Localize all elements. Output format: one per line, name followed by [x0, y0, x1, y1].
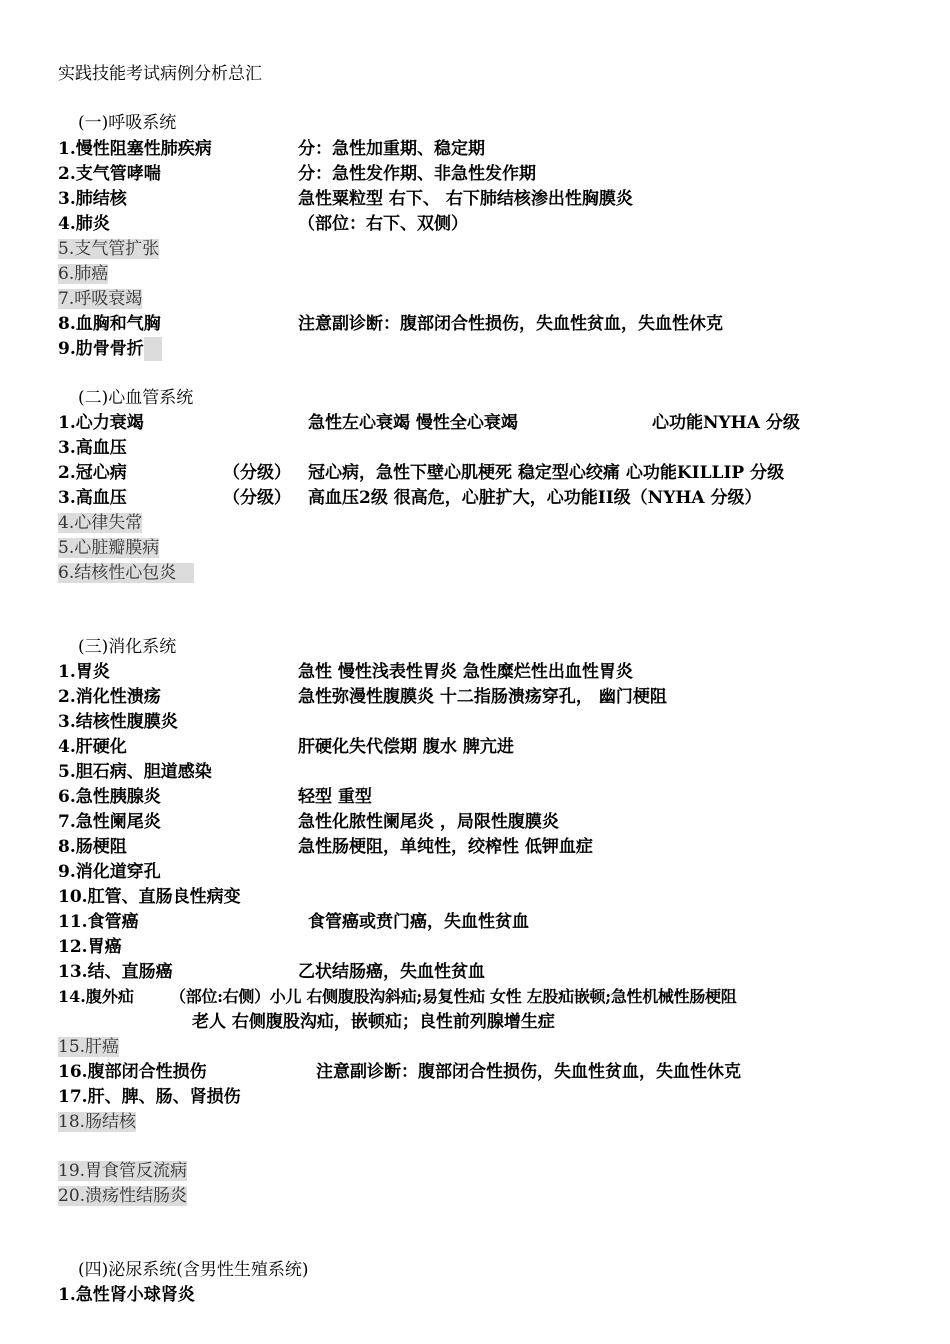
item-note: 肝硬化失代偿期 腹水 脾亢进	[298, 737, 514, 757]
item-label: 1.慢性阻塞性肺疾病	[58, 139, 212, 159]
item-label-highlighted: 6.肺癌	[58, 264, 109, 284]
list-item	[58, 860, 161, 884]
item-label: 9.肋骨骨折	[58, 339, 144, 359]
item-note-secondary: 心功能NYHA 分级	[652, 413, 800, 433]
item-label: 1.心力衰竭	[58, 413, 144, 433]
list-item	[58, 262, 108, 286]
list-item	[58, 935, 122, 959]
item-label: 2.消化性溃疡	[58, 687, 161, 707]
item-label: 3.高血压	[58, 438, 127, 458]
list-item	[58, 1110, 136, 1134]
document-title: 实践技能考试病例分析总汇	[58, 64, 262, 84]
section-heading-respiratory: (一)呼吸系统	[78, 113, 177, 133]
list-item-continuation	[192, 1010, 555, 1034]
item-label: 8.血胸和气胸	[58, 314, 161, 334]
list-item	[58, 1184, 187, 1208]
item-label: 3.结核性腹膜炎	[58, 712, 178, 732]
list-item	[58, 1283, 195, 1307]
item-label: 3.肺结核	[58, 189, 127, 209]
item-label: 4.肺炎	[58, 214, 110, 234]
item-label-highlighted: 6.结核性心包炎	[58, 563, 194, 583]
item-label: 5.胆石病、胆道感染	[58, 762, 212, 782]
item-label-highlighted: 7.呼吸衰竭	[58, 289, 143, 309]
item-label-highlighted: 15.肝癌	[58, 1037, 120, 1057]
item-label: 7.急性阑尾炎	[58, 812, 161, 832]
item-label: 12.胃癌	[58, 937, 122, 957]
item-label: 3.高血压	[58, 488, 127, 508]
list-item	[58, 536, 159, 560]
item-note: 冠心病，急性下壁心肌梗死 稳定型心绞痛 心功能KILLIP 分级	[308, 463, 785, 483]
section-heading-digestive: (三)消化系统	[78, 637, 177, 657]
item-note: 高血压2级 很高危，心脏扩大，心功能II级（NYHA 分级）	[308, 488, 762, 508]
item-note: 食管癌或贲门癌，失血性贫血	[308, 912, 529, 932]
item-note: 急性弥漫性腹膜炎 十二指肠溃疡穿孔， 幽门梗阻	[298, 687, 667, 707]
item-note: 轻型 重型	[298, 787, 372, 807]
item-label-highlighted: 19.胃食管反流病	[58, 1161, 188, 1181]
item-note: 急性 慢性浅表性胃炎 急性糜烂性出血性胃炎	[298, 662, 633, 682]
item-note-secondary: 老人 右侧腹股沟疝，嵌顿疝；良性前列腺增生症	[192, 1012, 555, 1032]
item-label: 14.腹外疝	[58, 987, 134, 1006]
item-label: 2.冠心病	[58, 463, 127, 483]
section-heading-cardiovascular: (二)心血管系统	[78, 388, 194, 408]
item-note: 急性肠梗阻，单纯性，绞榨性 低钾血症	[298, 837, 593, 857]
item-label: 17.肝、脾、肠、肾损伤	[58, 1087, 241, 1107]
list-item	[58, 511, 142, 535]
item-label: 1.胃炎	[58, 662, 110, 682]
item-label: 6.急性胰腺炎	[58, 787, 161, 807]
item-label-highlighted: 5.心脏瓣膜病	[58, 538, 160, 558]
item-label: 10.肛管、直肠良性病变	[58, 887, 241, 907]
item-grade: （分级）	[223, 463, 291, 483]
list-item	[58, 710, 178, 734]
list-item	[58, 237, 159, 261]
list-item	[58, 561, 194, 585]
list-item	[58, 760, 212, 784]
item-label: 8.肠梗阻	[58, 837, 127, 857]
item-note: 注意副诊断：腹部闭合性损伤，失血性贫血，失血性休克	[316, 1062, 741, 1082]
list-item	[58, 1085, 241, 1109]
item-label: 1.急性肾小球肾炎	[58, 1285, 195, 1305]
item-label-highlighted: 20.溃疡性结肠炎	[58, 1186, 188, 1206]
item-note: （部位：右下、双侧）	[298, 214, 468, 234]
item-note: 急性粟粒型 右下、 右下肺结核渗出性胸膜炎	[298, 189, 633, 209]
list-item	[58, 1159, 187, 1183]
item-note: （部位:右侧）小儿 右侧腹股沟斜疝;易复性疝 女性 左股疝嵌顿;急性机械性肠梗阻	[170, 987, 737, 1006]
item-label: 4.肝硬化	[58, 737, 127, 757]
list-item	[58, 436, 127, 460]
item-label-highlighted: 5.支气管扩张	[58, 239, 160, 259]
list-item	[58, 287, 142, 311]
item-note: 注意副诊断：腹部闭合性损伤，失血性贫血，失血性休克	[298, 314, 723, 334]
list-item	[58, 337, 162, 361]
item-note: 急性左心衰竭 慢性全心衰竭	[308, 413, 518, 433]
item-note: 分：急性发作期、非急性发作期	[298, 164, 536, 184]
list-item	[58, 1035, 119, 1059]
list-item	[58, 885, 241, 909]
section-heading-urinary: (四)泌尿系统(含男性生殖系统)	[78, 1260, 309, 1280]
item-note: 乙状结肠癌，失血性贫血	[298, 962, 485, 982]
item-note: 急性化脓性阑尾炎 ，局限性腹膜炎	[298, 812, 559, 832]
item-label: 11.食管癌	[58, 912, 139, 932]
item-label: 16.腹部闭合性损伤	[58, 1062, 207, 1082]
item-label: 13.结、直肠癌	[58, 962, 173, 982]
item-note: 分：急性加重期、稳定期	[298, 139, 485, 159]
item-label-highlighted: 18.肠结核	[58, 1112, 137, 1132]
item-label: 9.消化道穿孔	[58, 862, 161, 882]
item-grade: （分级）	[223, 488, 291, 508]
item-label: 2.支气管哮喘	[58, 164, 161, 184]
item-label-highlighted: 4.心律失常	[58, 513, 143, 533]
